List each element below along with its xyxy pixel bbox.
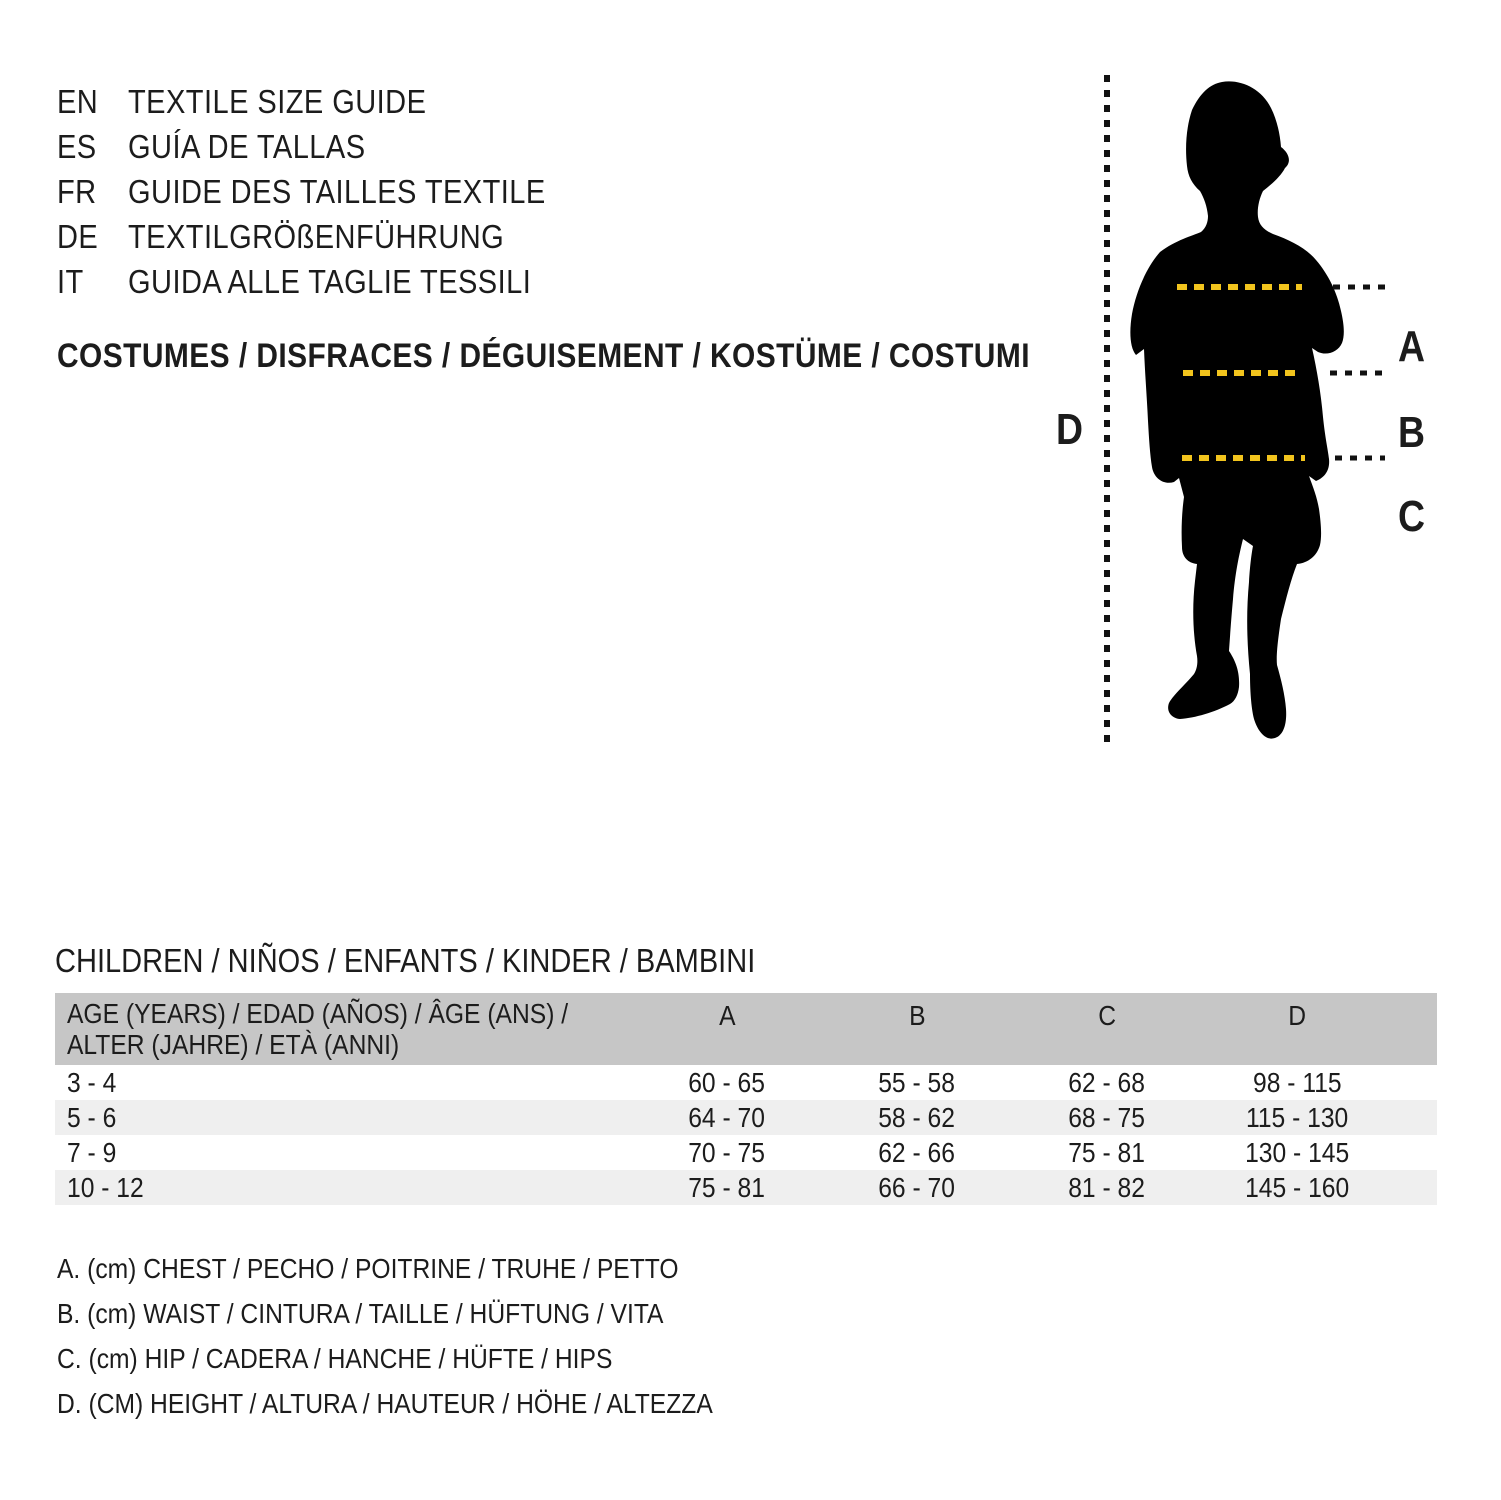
table-header-row — [55, 993, 1437, 1065]
child-silhouette-graphic — [1100, 60, 1440, 760]
label-waist-b: B — [1398, 408, 1426, 457]
children-size-table — [55, 993, 1437, 1205]
legend-height: D. (CM) HEIGHT / ALTURA / HAUTEUR / HÖHE / ALTEZZA — [57, 1388, 713, 1419]
legend-waist: B. (cm) WAIST / CINTURA / TAILLE / HÜFTUNG / VITA — [57, 1298, 664, 1329]
chest-cell: 60 - 65 — [688, 1066, 766, 1098]
column-header-b: B — [908, 1000, 926, 1031]
language-code: IT — [57, 263, 84, 300]
category-title: COSTUMES / DISFRACES / DÉGUISEMENT / KOSTÜME / COSTUMI — [57, 337, 1030, 375]
height-cell: 98 - 115 — [1252, 1066, 1342, 1098]
child-silhouette — [1130, 81, 1343, 738]
age-cell: 3 - 4 — [67, 1066, 117, 1098]
guide-title-en: TEXTILE SIZE GUIDE — [128, 83, 427, 120]
table-row — [55, 1100, 1437, 1135]
language-code: EN — [57, 83, 99, 120]
guide-title-es: GUÍA DE TALLAS — [128, 128, 366, 165]
hip-cell: 62 - 68 — [1068, 1066, 1146, 1098]
chest-cell: 70 - 75 — [688, 1136, 766, 1168]
height-cell: 130 - 145 — [1244, 1136, 1350, 1168]
hip-cell: 81 - 82 — [1068, 1171, 1146, 1203]
waist-cell: 62 - 66 — [878, 1136, 956, 1168]
language-row-fr — [57, 169, 757, 214]
hip-cell: 75 - 81 — [1068, 1136, 1146, 1168]
legend-hip: C. (cm) HIP / CADERA / HANCHE / HÜFTE / HIPS — [57, 1343, 613, 1374]
waist-cell: 58 - 62 — [878, 1101, 956, 1133]
language-code: DE — [57, 218, 99, 255]
label-chest-a: A — [1398, 322, 1426, 371]
language-row-es — [57, 124, 757, 169]
hip-cell: 68 - 75 — [1068, 1101, 1146, 1133]
language-title-list — [57, 79, 757, 304]
age-cell: 10 - 12 — [67, 1171, 144, 1203]
table-row — [55, 1170, 1437, 1205]
language-row-en — [57, 79, 757, 124]
label-height-d: D — [1056, 405, 1084, 454]
language-row-de — [57, 214, 757, 259]
waist-cell: 55 - 58 — [878, 1066, 956, 1098]
measurement-legend — [57, 1246, 802, 1426]
age-cell: 5 - 6 — [67, 1101, 117, 1133]
guide-title-de: TEXTILGRÖßENFÜHRUNG — [128, 218, 505, 255]
age-cell: 7 - 9 — [67, 1136, 117, 1168]
language-row-it — [57, 259, 757, 304]
table-row — [55, 1065, 1437, 1100]
chest-cell: 75 - 81 — [688, 1171, 766, 1203]
height-cell: 115 - 130 — [1245, 1101, 1349, 1133]
label-hip-c: C — [1398, 492, 1426, 541]
column-header-c: C — [1098, 1000, 1116, 1031]
language-code: ES — [57, 128, 97, 165]
height-cell: 145 - 160 — [1244, 1171, 1350, 1203]
legend-chest: A. (cm) CHEST / PECHO / POITRINE / TRUHE / PETTO — [57, 1253, 679, 1284]
language-code: FR — [57, 173, 97, 210]
guide-title-fr: GUIDE DES TAILLES TEXTILE — [128, 173, 546, 210]
chest-cell: 64 - 70 — [688, 1101, 766, 1133]
waist-cell: 66 - 70 — [878, 1171, 956, 1203]
column-header-a: A — [718, 1000, 736, 1031]
age-column-header: AGE (YEARS) / EDAD (AÑOS) / ÂGE (ANS) / ALTER (JAHRE) / ETÀ (ANNI) — [67, 998, 569, 1060]
guide-title-it: GUIDA ALLE TAGLIE TESSILI — [128, 263, 532, 300]
column-header-d: D — [1288, 1000, 1306, 1031]
table-section-title: CHILDREN / NIÑOS / ENFANTS / KINDER / BAMBINI — [55, 942, 756, 979]
table-row — [55, 1135, 1437, 1170]
measurement-figure — [1040, 60, 1460, 770]
